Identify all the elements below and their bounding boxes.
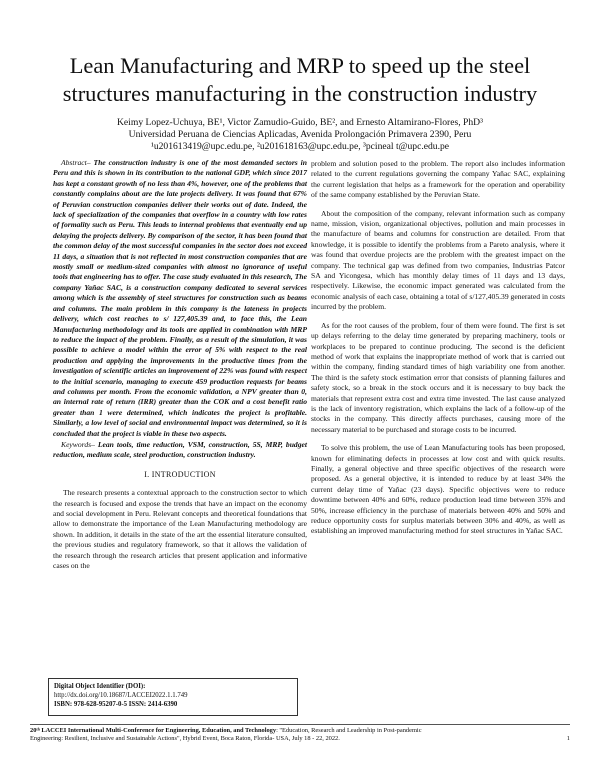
abstract — [53, 158, 307, 439]
keywords-text: Lean tools, time reduction, VSM, construction, 5S, MRP, budget reduction, medium scale, steel production, construction industry. — [53, 439, 307, 460]
body-paragraph-1: problem and solution posed to the problem. The report also includes information related to the current regulations governing the company Yañac SAC, explaining the current legislation that helps as a framework for the operation and operability of the same company established by the Peruvian State. — [311, 159, 565, 200]
doi-label: Digital Object Identifier (DOI): — [54, 683, 146, 690]
affiliation: Universidad Peruana de Ciencias Aplicadas, Avenida Prolongación Primavera 2390, Peru — [128, 129, 472, 140]
title-line-2: structures manufacturing in the construction industry — [62, 81, 538, 106]
abstract-lead: Abstract– — [61, 158, 91, 167]
page-footer — [30, 727, 570, 744]
section-title-rest: NTRODUCTION — [154, 469, 216, 479]
author-block — [30, 117, 570, 153]
footer-divider — [30, 724, 570, 725]
isbn-issn: ISBN: 978-628-95207-0-5 ISSN: 2414-6390 — [54, 701, 178, 708]
footer-event: Engineering: Resilient, Inclusive and Sustainable Actions", Hybrid Event, Boca Raton, Florida- USA, July 18 - 22, 2022. — [30, 735, 340, 743]
doi-box — [48, 678, 298, 716]
section-initial: I — [151, 469, 155, 479]
section-heading-introduction — [53, 470, 307, 480]
intro-paragraph-1: The research presents a contextual approach to the construction sector to which the research is focused and expose the trends that have an impact on the economy and social development in Peru. Relevant concepts and theoretical foundations that allow to demonstrate the importance of the Lean Manufacturing methodology are shown. In addition, it details in the state of the art the essential literature consulted, the previous studies and regulatory framework, so that it allows the validation of the research through the research articles that present application and informative cases on the — [53, 488, 307, 571]
title-line-1: Lean Manufacturing and MRP to speed up the steel — [69, 53, 531, 78]
body-paragraph-2: About the composition of the company, relevant information such as company name, mission, vision, organizational objectives, pollution and main processes in the manufacture of beams and columns for construction are detailed. From that knowledge, it is possible to identify the problems from a Pareto analysis, where it was found that overdue projects are the problem with the greatest impact on the company. The technical gap was defined from two companies, Industrias Patcor SA and Yicongesa, which has monthly delay times of 11 days and 13 days, respectively. Likewise, the economic impact generated was calculated from the economic analysis of each case, obtaining a total of s/127,405.39 generated in costs incurred by the problem. — [311, 208, 565, 312]
page-number: 1 — [566, 735, 570, 743]
doi-link[interactable]: http://dx.doi.org/10.18687/LACCEI2022.1.1.749 — [54, 692, 188, 699]
body-paragraph-3: As for the root causes of the problem, four of them were found. The first is set up delays referring to the delay time generated by preparing machinery, tools or workplaces to be prepared to continue producing. The second is the deficient method of work that explains the inappropriate method of work that is carried out within the company, finding standard times of high variability one from another. The third is the safety stock estimation error that consists of planning failures and safety stock, so a break in the stock occurs and it is necessary to buy back the materials that represent extra cost and extra time invested. The last cause analyzed is the lack of inventory registration, which explains the lack of a follow-up of the stocks in the company. This directly affects purchases, causing more of the necessary material to be purchased and storage costs to be incurred. — [311, 320, 565, 434]
keywords — [53, 440, 307, 461]
author-names: Keimy Lopez-Uchuya, BE¹, Victor Zamudio-Guido, BE², and Ernesto Altamirano-Flores, PhD³ — [117, 117, 483, 128]
author-emails: ¹u201613419@upc.edu.pe, ²u201618163@upc.edu.pe, ³pcineal t@upc.edu.pe — [150, 141, 450, 152]
section-numeral: I. — [144, 469, 150, 479]
body-paragraph-4: To solve this problem, the use of Lean Manufacturing tools has been proposed, known for eliminating defects in processes at low cost and with quick results. Finally, a general objective and three specific objectives of the research were proposed. As a general objective, it is intended to reduce by at least 34% the current delay time of Yañac (23 days). Specific objectives were to reduce downtime between 40% and 60%, reduce production lead time between 35% and 50%, increase efficiency in the purchase of materials between 40% and 50% and reduce opportunity costs for surplus materials between 30% and 40%, as well as establishing an improved manufacturing method for steel structures in Yañac SAC. — [311, 443, 565, 536]
abstract-text: The construction industry is one of the most demanded sectors in Peru and this is shown in its contribution to the national GDP, which since 2017 has kept a constant growth of no less than 4%, however, one of the problems that constantly complains about are the late projects delivery. It was found that 67% of Peruvian construction companies deliver their works out of date. Indeed, the lack of specialization of the companies that overflow in a country with low rates of formality such as Peru. This leads to internal problems that eventually end up delaying the projects delivery. By comparison of the sector, it has been found that the common delay of the most successful companies in the sector does not exceed 11 days, a situation that is not reflected in most construction companies that are mostly small or medium-sized companies with almost no ignorance of useful tools that engineering has to offer. The case study evaluated in this research, The company Yañac SAC, is a construction company dedicated to several services among which is the assembly of steel structures for construction such as beams and columns. The main problem in this company is the lateness in projects delivery, which cost reaches to s/ 127,405.39 and, to face this, the Lean Manufacturing methodology and its tools are applied in combination with MRP to reduce the impact of the problem. Finally, as a result of the simulation, it was possible to achieve a model within the error of 5% with respect to the real production and applying the improvements in the productive times from the investigation of scientific articles an improvement of 22% was found with respect to the initial scenario, managing to execute 459 production requests for beams and columns per month. From the economic validation, a NPV greater than 0, an internal rate of return (IRR) greater than the COK and a cost benefit ratio greater than 1 were determined, which indicates the project is profitable. Similarly, a low level of social and environmental impact was determined, so it is concluded that the project is viable in these two aspects. — [53, 158, 307, 438]
paper-title — [30, 52, 570, 108]
keywords-lead: Keywords– — [61, 439, 95, 449]
footer-theme: : "Education, Research and Leadership in Post-pandemic — [276, 727, 422, 734]
left-column — [53, 158, 307, 571]
footer-conference: 20ᵗʰ LACCEI International Multi-Conference for Engineering, Education, and Technology — [30, 727, 277, 734]
right-column — [311, 159, 565, 537]
